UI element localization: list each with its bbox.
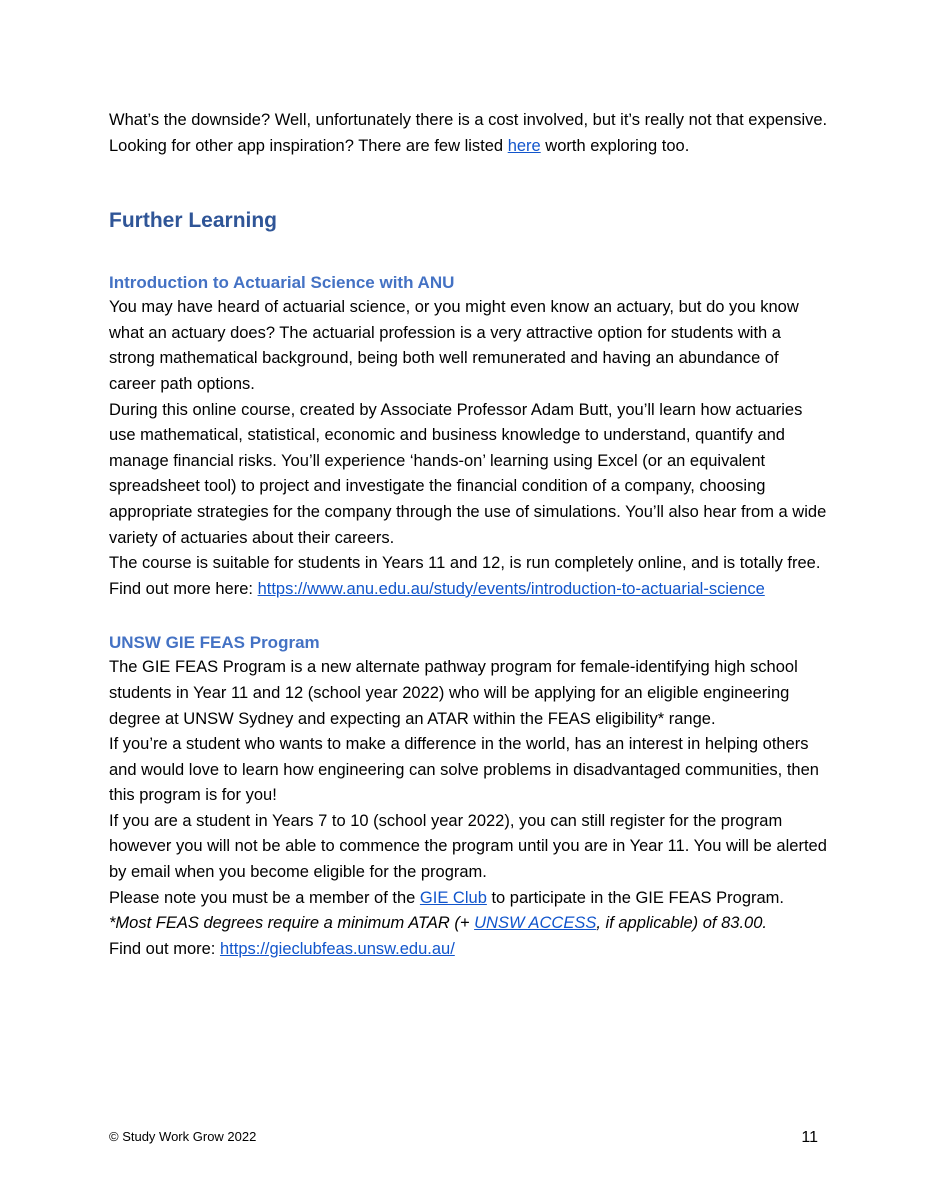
further-learning-heading: Further Learning <box>109 209 278 233</box>
intro-paragraph-1: What’s the downside? Well, unfortunately there is a cost involved, but it’s really not that expensive. <box>109 111 828 129</box>
unsw-p4-before: Please note you must be a member of the <box>109 888 420 907</box>
anu-paragraph-3: The course is suitable for students in Years 11 and 12, is run completely online, and is totally free. <box>109 554 821 573</box>
anu-course-link[interactable]: https://www.anu.edu.au/study/events/introduction-to-actuarial-science <box>257 579 765 598</box>
page-content <box>109 108 829 962</box>
atar-note-before: *Most FEAS degrees require a minimum ATAR (+ <box>109 914 475 933</box>
unsw-paragraph-1: The GIE FEAS Program is a new alternate pathway program for female-identifying high school students in Year 11 and 12 (school year 2022) who will be applying for an eligible engineering degree at UNSW Sydney and expecting an ATAR within the FEAS eligibility* range. <box>109 658 798 728</box>
anu-find-out-more <box>109 577 829 603</box>
page-number: 11 <box>801 1129 818 1146</box>
unsw-p4-after: to participate in the GIE FEAS Program. <box>486 888 785 907</box>
anu-paragraph-1: You may have heard of actuarial science, or you might even know an actuary, but do you know what an actuary does? The actuarial profession is a very attractive option for students with a strong mathematical background, being both well remunerated and having an abundance of career path options. <box>109 298 799 393</box>
unsw-program-heading: UNSW GIE FEAS Program <box>109 633 320 653</box>
here-link[interactable]: here <box>507 136 541 155</box>
unsw-paragraph-4 <box>109 886 829 912</box>
anu-course-heading: Introduction to Actuarial Science with ANU <box>109 273 455 293</box>
gie-feas-link[interactable]: https://gieclubfeas.unsw.edu.au/ <box>219 939 455 958</box>
footer-copyright: © Study Work Grow 2022 <box>109 1129 257 1144</box>
anu-paragraph-2: During this online course, created by Associate Professor Adam Butt, you’ll learn how actuaries use mathematical, statistical, economic and business knowledge to understand, quantify and manage financial risks. You’ll experience ‘hands-on’ learning using Excel (or an equivalent spreadsheet tool) to project and investigate the financial condition of a company, choosing appropriate strategies for the company through the use of simulations. You’ll also hear from a wide variety of actuaries about their careers. <box>109 400 827 547</box>
unsw-find-out-more <box>109 937 829 963</box>
intro-text-before: Looking for other app inspiration? There are few listed <box>109 136 508 155</box>
atar-note-after: , if applicable) of 83.00. <box>596 914 767 933</box>
unsw-access-link[interactable]: UNSW ACCESS <box>474 914 597 933</box>
intro-paragraph-2 <box>109 134 829 160</box>
unsw-paragraph-2: If you’re a student who wants to make a difference in the world, has an interest in helping others and would love to learn how engineering can solve problems in disadvantaged communities, then this program is for you! <box>109 735 819 805</box>
unsw-paragraph-3: If you are a student in Years 7 to 10 (school year 2022), you can still register for the program however you will not be able to commence the program until you are in Year 11. You will be alerted by email when you become eligible for the program. <box>109 811 827 882</box>
unsw-atar-note <box>109 911 829 937</box>
intro-text-after: worth exploring too. <box>540 136 690 155</box>
gie-club-link[interactable]: GIE Club <box>419 888 487 907</box>
unsw-find-out-more-label: Find out more: <box>109 939 220 958</box>
anu-find-out-more-label: Find out more here: <box>109 579 258 598</box>
